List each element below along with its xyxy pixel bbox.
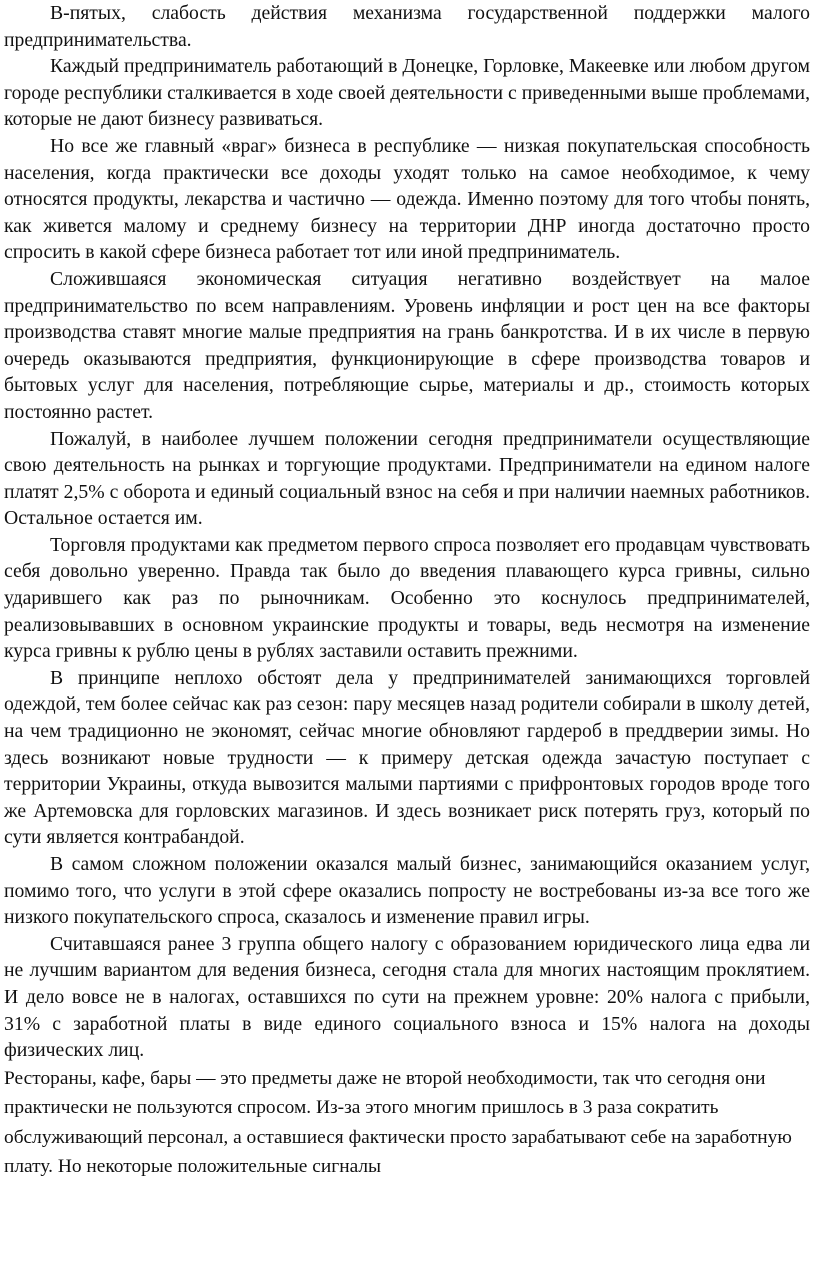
paragraph-clothing-trade: В принципе неплохо обстоят дела у предпринимателей занимающихся торговлей одеждой, тем более сейчас как раз сезон: пару месяцев назад родители собирали в школу детей, на чем традиционно не экономят, сейчас многие обновляют гардероб в преддверии зимы. Но здесь возникают новые трудности — к примеру детская одежда зачастую поступает с территории Украины, откуда вывозится малыми партиями с прифронтовых городов вроде того же Артемовска для горловских магазинов. И здесь возникает риск потерять груз, который по сути является контрабандой. <box>4 666 810 849</box>
paragraph-market-traders: Пожалуй, в наиболее лучшем положении сегодня предприниматели осуществляющие свою деятельность на рынках и торгующие продуктами. Предприниматели на едином налоге платят 2,5% с оборота и единый социальный взнос на себя и при наличии наемных работников. Остальное остается им. <box>4 427 810 530</box>
paragraph-services-sector: В самом сложном положении оказался малый бизнес, занимающийся оказанием услуг, помимо того, что услуги в этой сфере оказались попросту не востребованы из-за все того же низкого покупательского спроса, сказалось и изменение правил игры. <box>4 853 810 929</box>
document-page <box>4 0 810 1182</box>
paragraph-economic-situation: Сложившаяся экономическая ситуация негативно воздействует на малое предпринимательство по всем направлениям. Уровень инфляции и рост цен на все факторы производства ставят многие малые предприятия на грань банкротства. И в их числе в первую очередь оказываются предприятия, функционирующие в сфере производства товаров и бытовых услуг для населения, потребляющие сырье, материалы и др., стоимость которых постоянно растет. <box>4 267 810 423</box>
paragraph-weak-state-support: В-пятых, слабость действия механизма государственной поддержки малого предпринимательства. <box>4 2 810 51</box>
paragraph-restaurants: Рестораны, кафе, бары — это предметы даже не второй необходимости, так что сегодня они практически не пользуются спросом. Из-за этого многим пришлось в 3 раза сократить обслуживающий персонал, а оставшиеся фактически просто зарабатывают себе на заработную плату. Но некоторые положительные сигналы <box>4 1067 792 1178</box>
paragraph-tax-group-3: Считавшаяся ранее 3 группа общего налогу с образованием юридического лица едва ли не лучшим вариантом для ведения бизнеса, сегодня стала для многих настоящим проклятием. И дело вовсе не в налогах, оставшихся по сути на прежнем уровне: 20% налога с прибыли, 31% с заработной платы в виде единого социального взноса и 15% налога на доходы физических лиц. <box>4 932 810 1062</box>
paragraph-food-trade: Торговля продуктами как предметом первого спроса позволяет его продавцам чувствовать себя довольно уверенно. Правда так было до введения плавающего курса гривны, сильно ударившего как раз по рыночникам. Особенно это коснулось предпринимателей, реализовывавших в основном украинские продукты и товары, ведь несмотря на изменение курса гривны к рублю цены в рублях заставили оставить прежними. <box>4 533 810 663</box>
paragraph-entrepreneur-problems: Каждый предприниматель работающий в Донецке, Горловке, Макеевке или любом другом городе республики сталкивается в ходе своей деятельности с приведенными выше проблемами, которые не дают бизнесу развиваться. <box>4 55 810 131</box>
paragraph-low-purchasing-power: Но все же главный «враг» бизнеса в республике — низкая покупательская способность населения, когда практически все доходы уходят только на самое необходимое, к чему относятся продукты, лекарства и частично — одежда. Именно поэтому для того чтобы понять, как живется малому и среднему бизнесу на территории ДНР иногда достаточно просто спросить в какой сфере бизнеса работает тот или иной предприниматель. <box>4 134 810 264</box>
